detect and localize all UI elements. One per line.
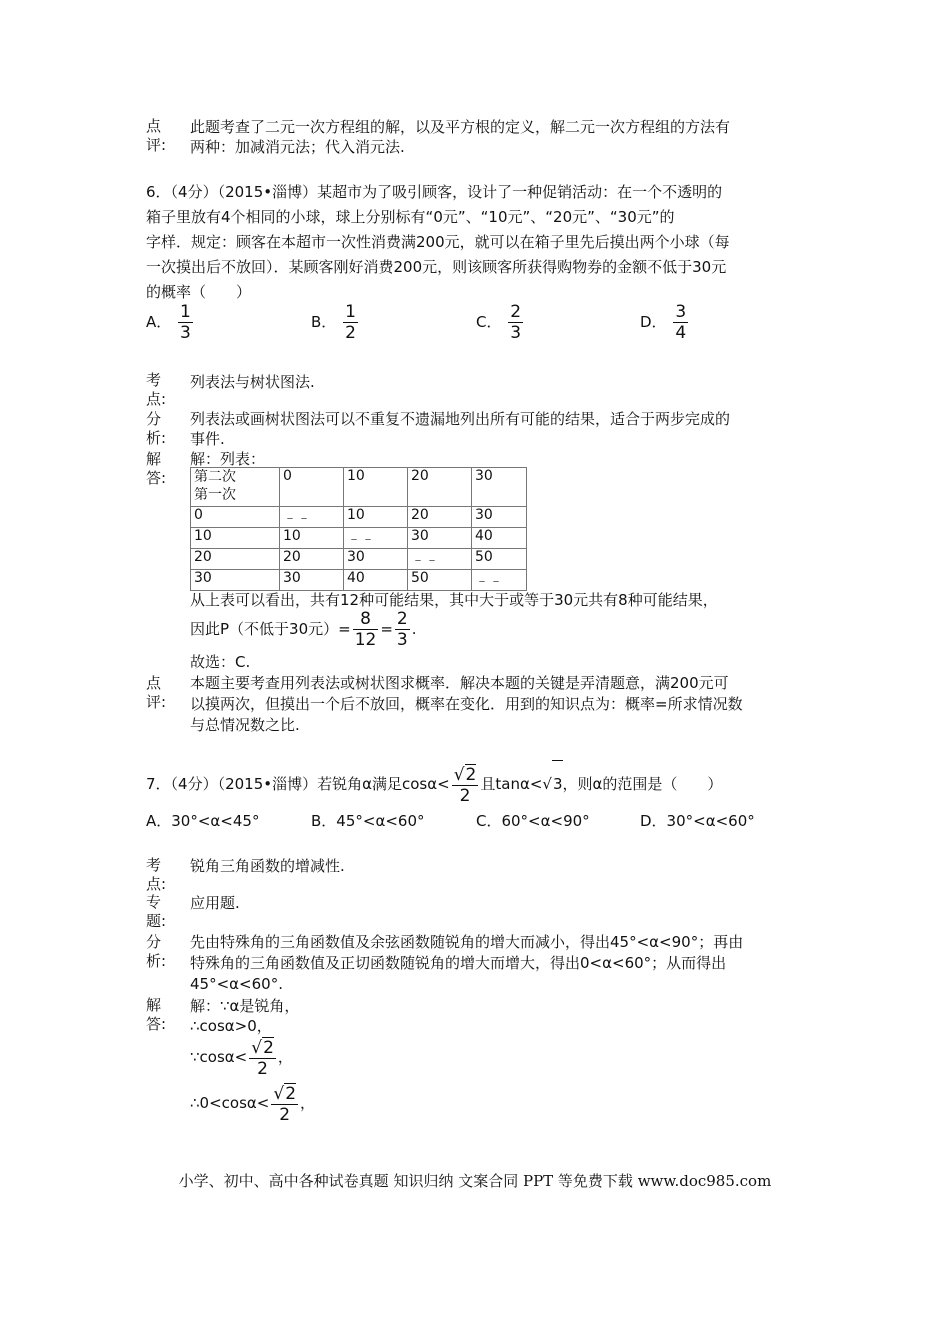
q6-stem-line: 的概率（ ）	[146, 283, 252, 301]
table-header-cell: 30	[472, 468, 527, 507]
table-cell: ﹣﹣	[472, 570, 527, 591]
jieda-label: 解 答:	[146, 450, 167, 487]
kaodian-text: 锐角三角函数的增减性.	[190, 857, 345, 875]
fenxi-text: 45°<α<60°.	[190, 975, 283, 993]
dianping-text: 本题主要考查用列表法或树状图求概率．解决本题的关键是弄清题意，满200元可	[190, 674, 729, 692]
table-cell: 30	[472, 507, 527, 528]
table-row	[191, 549, 527, 570]
kaodian-label: 考 点:	[146, 856, 167, 893]
table-cell: 30	[344, 549, 408, 570]
jieda-text: ∴0<cosα< $\frac{√2}{2}$ ，	[190, 1083, 316, 1125]
table-cell: 50	[408, 570, 472, 591]
fraction: $\frac{3}{4}$	[675, 302, 687, 343]
fraction: $\frac{√2}{2}$	[273, 1083, 297, 1125]
comment-label: 点 评:	[146, 117, 167, 154]
dianping-text: 与总情况数之比.	[190, 716, 300, 734]
fraction: $\frac{2}{3}$	[510, 302, 522, 343]
table-row	[191, 570, 527, 591]
table-cell: 30	[280, 570, 344, 591]
table-cell: 20	[191, 549, 280, 570]
jieda-text: ∴cosα>0，	[190, 1017, 272, 1035]
q6-option-b: B． $\frac{1}{2}$	[311, 302, 356, 343]
table-row	[191, 507, 527, 528]
table-corner-cell: 第二次 第一次	[191, 468, 280, 507]
table-cell: 10	[191, 528, 280, 549]
comment-line: 两种：加减消元法；代入消元法.	[190, 138, 405, 156]
table-cell: 40	[344, 570, 408, 591]
table-header-cell: 10	[344, 468, 408, 507]
jieda-text: 解：∵α是锐角，	[190, 997, 300, 1015]
fraction: $\frac{√2}{2}$	[251, 1037, 274, 1079]
probability-line: 因此P（不低于30元）= $\frac{8}{12}$ = $\frac{2}{3}$ .	[190, 609, 417, 650]
jieda-text: 从上表可以看出，共有12种可能结果，其中大于或等于30元共有8种可能结果，	[190, 591, 718, 609]
table-cell: 30	[191, 570, 280, 591]
fenxi-label: 分 析:	[146, 933, 167, 970]
q6-stem-line: 箱子里放有4个相同的小球，球上分别标有“0元”、“10元”、“20元”、“30元”的	[146, 208, 675, 226]
fenxi-text: 特殊角的三角函数值及正切函数随锐角的增大而增大，得出0<α<60°；从而得出	[190, 954, 727, 972]
q7-option-a: A．30°<α<45°	[146, 812, 260, 830]
fenxi-text: 事件.	[190, 430, 225, 448]
table-header-cell: 0	[280, 468, 344, 507]
table-cell: 30	[408, 528, 472, 549]
fenxi-text: 列表法或画树状图法可以不重复不遗漏地列出所有可能的结果，适合于两步完成的	[190, 410, 731, 428]
dianping-label: 点 评:	[146, 674, 167, 711]
q7-stem: 7．（4分）（2015•淄博）若锐角α满足cosα< $\frac{√2}{2}$ 且tanα<√3，则α的范围是（ ）	[146, 760, 722, 807]
q7-option-b: B．45°<α<60°	[311, 812, 425, 830]
q6-option-c: C． $\frac{2}{3}$	[476, 302, 522, 343]
q6-stem-line: 6．（4分）（2015•淄博）某超市为了吸引顾客，设计了一种促销活动：在一个不透明的	[146, 183, 723, 201]
q6-option-d: D． $\frac{3}{4}$	[640, 302, 687, 343]
table-cell: 10	[344, 507, 408, 528]
choice-text: 故选：C.	[190, 653, 251, 671]
jieda-intro: 解：列表：	[190, 450, 266, 468]
q6-stem-line: 一次摸出后不放回）．某顾客刚好消费200元，则该顾客所获得购物券的金额不低于30元	[146, 258, 727, 276]
table-cell: 0	[191, 507, 280, 528]
table-cell: 20	[408, 507, 472, 528]
q7-option-c: C．60°<α<90°	[476, 812, 590, 830]
fraction: $\frac{2}{3}$	[396, 609, 408, 650]
table-cell: ﹣﹣	[408, 549, 472, 570]
table-cell: 40	[472, 528, 527, 549]
jieda-text: ∵cosα< $\frac{√2}{2}$ ，	[190, 1037, 293, 1079]
table-cell: 20	[280, 549, 344, 570]
q6-option-a: A． $\frac{1}{3}$	[146, 302, 191, 343]
fraction: $\frac{√2}{2}$	[453, 764, 477, 806]
outcome-table	[190, 467, 527, 591]
q6-stem-line: 字样．规定：顾客在本超市一次性消费满200元，就可以在箱子里先后摸出两个小球（每	[146, 233, 730, 251]
fenxi-text: 先由特殊角的三角函数值及余弦函数随锐角的增大而减小，得出45°<α<90°；再由	[190, 933, 744, 951]
fraction: $\frac{8}{12}$	[354, 609, 377, 650]
table-cell: 10	[280, 528, 344, 549]
q7-option-d: D．30°<α<60°	[640, 812, 755, 830]
page-footer: 小学、初中、高中各种试卷真题 知识归纳 文案合同 PPT 等免费下载 www.doc985.com	[178, 1172, 772, 1190]
table-header-row	[191, 468, 527, 507]
comment-line: 此题考查了二元一次方程组的解，以及平方根的定义，解二元一次方程组的方法有	[190, 118, 731, 136]
fraction: $\frac{1}{3}$	[180, 302, 191, 343]
jieda-label: 解 答:	[146, 996, 167, 1033]
dianping-text: 以摸两次，但摸出一个后不放回，概率在变化．用到的知识点为：概率=所求情况数	[190, 695, 743, 713]
zhuanti-label: 专 题:	[146, 893, 167, 930]
table-cell: ﹣﹣	[344, 528, 408, 549]
kaodian-label: 考 点:	[146, 371, 167, 408]
kaodian-text: 列表法与树状图法.	[190, 373, 315, 391]
table-cell: 50	[472, 549, 527, 570]
table-header-cell: 20	[408, 468, 472, 507]
table-cell: ﹣﹣	[280, 507, 344, 528]
fenxi-label: 分 析:	[146, 410, 167, 447]
fraction: $\frac{1}{2}$	[345, 302, 356, 343]
table-row	[191, 528, 527, 549]
zhuanti-text: 应用题.	[190, 894, 240, 912]
